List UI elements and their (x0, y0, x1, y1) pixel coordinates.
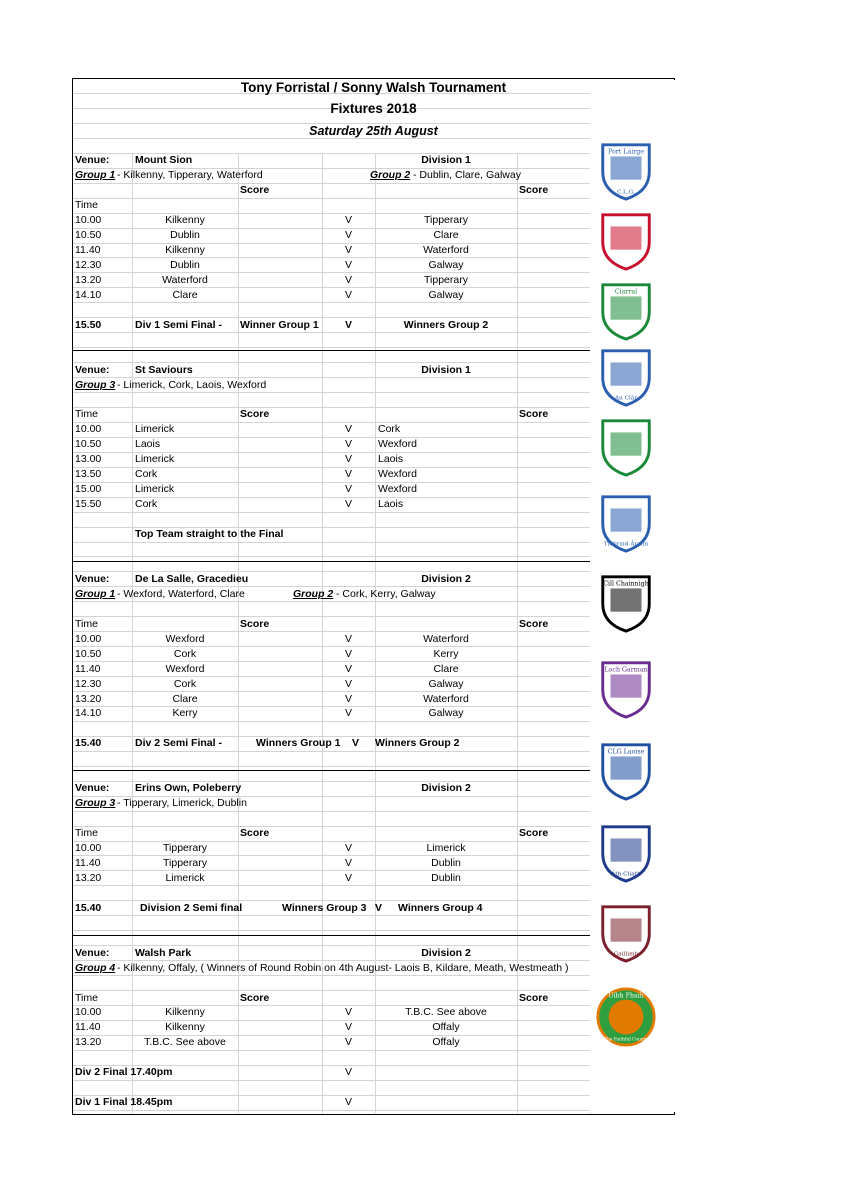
fixture-home-team: Cork (135, 468, 158, 481)
laois-crest (595, 738, 657, 802)
crest-caption: The Faithful County (604, 1037, 648, 1043)
score-header: Score (519, 827, 549, 840)
fixture-away-team: Waterford (423, 632, 469, 645)
venue-name: Walsh Park (135, 946, 192, 959)
fixture-versus: V (344, 842, 352, 854)
venue-name: St Saviours (135, 363, 193, 376)
time-header: Time (75, 991, 98, 1004)
fixture-home-team: Cork (135, 498, 158, 511)
venue-name: Erins Own, Poleberry (135, 782, 242, 795)
division-label: Division 1 (421, 154, 471, 167)
fixture-home-team: Limerick (135, 453, 175, 466)
group-name: Group 1 (75, 169, 116, 182)
group-name: Group 1 (75, 587, 116, 600)
semi-final-home: Winners Group 1 (256, 737, 341, 750)
fixture-away-team: Galway (428, 677, 464, 690)
crest-caption: Tiobraid Árann (603, 541, 649, 548)
fixture-versus: V (344, 692, 352, 705)
semi-final-home: Winners Group 3 (282, 901, 367, 914)
fixture-away-team: Kerry (433, 647, 459, 660)
fixture-time: 15.00 (75, 483, 102, 496)
fixture-away-team: Galway (428, 707, 464, 720)
venue-name: Mount Sion (135, 154, 193, 167)
fixture-time: 10.00 (75, 214, 102, 227)
fixture-versus: V (344, 468, 352, 481)
fixture-versus: V (344, 244, 352, 256)
fixture-time: 10.00 (75, 423, 102, 436)
time-header: Time (75, 827, 98, 840)
fixture-home-team: Waterford (162, 273, 208, 286)
final-versus: V (344, 1066, 352, 1079)
fixture-away-team: Tipperary (424, 273, 468, 286)
crest-caption: Áth Cliath (611, 871, 641, 878)
semi-final-away: Winners Group 2 (403, 318, 489, 331)
fixture-home-team: Cork (173, 677, 197, 690)
page-date: Saturday 25th August (309, 124, 438, 138)
venue-label: Venue: (75, 154, 110, 167)
fixture-home-team: Kilkenny (165, 1006, 205, 1019)
fixture-away-team: Wexford (378, 438, 417, 451)
venue-label: Venue: (75, 363, 110, 376)
fixture-home-team: Dublin (170, 229, 200, 242)
fixture-time: 13.20 (75, 692, 102, 705)
page-title: Tony Forristal / Sonny Walsh Tournament (240, 80, 507, 95)
fixture-away-team: Waterford (423, 244, 469, 256)
fixture-versus: V (344, 1021, 352, 1034)
group-name: Group 4 (75, 961, 116, 974)
final-label: Div 1 Final 18.45pm (75, 1096, 173, 1109)
fixture-home-team: T.B.C. See above (144, 1036, 226, 1049)
fixture-away-team: Galway (428, 258, 464, 271)
fixture-versus: V (344, 632, 352, 645)
crest-text: Ciarraí (614, 288, 638, 296)
kerry-crest (595, 278, 657, 342)
fixture-time: 13.20 (75, 273, 102, 286)
division-label: Division 1 (421, 363, 471, 376)
semi-final-versus: V (375, 901, 383, 914)
fixture-away-team: Dublin (431, 871, 461, 884)
fixture-home-team: Clare (172, 692, 198, 705)
fixture-versus: V (344, 453, 352, 466)
fixture-away-team: Waterford (423, 692, 469, 705)
fixture-away-team: Limerick (426, 842, 466, 854)
fixture-away-team: T.B.C. See above (405, 1006, 487, 1019)
fixture-home-team: Kerry (172, 707, 198, 720)
group-teams: - Dublin, Clare, Galway (413, 169, 521, 182)
division-label: Division 2 (421, 782, 471, 795)
fixture-time: 10.00 (75, 632, 102, 645)
fixture-away-team: Wexford (378, 483, 417, 496)
fixture-versus: V (344, 423, 352, 436)
final-versus: V (344, 1096, 352, 1109)
fixture-time: 10.00 (75, 842, 102, 854)
fixture-time: 14.10 (75, 288, 102, 301)
fixture-away-team: Wexford (378, 468, 417, 481)
final-label: Div 2 Final 17.40pm (75, 1066, 173, 1079)
fixture-home-team: Tipperary (163, 842, 207, 854)
group-name: Group 3 (75, 797, 116, 810)
fixture-time: 11.40 (75, 856, 101, 869)
time-header: Time (75, 199, 98, 212)
fixture-versus: V (344, 258, 352, 271)
semi-final-time: 15.50 (75, 318, 102, 331)
fixture-versus: V (344, 677, 352, 690)
fixture-time: 11.40 (75, 244, 101, 256)
fixture-time: 10.50 (75, 647, 102, 660)
semi-final-label: Div 2 Semi Final - (135, 737, 222, 750)
fixture-time: 11.40 (75, 1021, 101, 1034)
division-label: Division 2 (421, 572, 471, 585)
fixture-away-team: Tipperary (424, 214, 468, 227)
time-header: Time (75, 408, 98, 421)
fixture-versus: V (344, 288, 352, 301)
fixture-away-team: Laois (378, 453, 404, 466)
semi-final-versus: V (352, 737, 360, 750)
fixture-versus: V (344, 214, 352, 227)
fixture-away-team: Offaly (432, 1036, 460, 1049)
fixture-home-team: Wexford (165, 662, 205, 675)
fixture-versus: V (344, 229, 352, 242)
section-note: Top Team straight to the Final (135, 528, 284, 541)
score-header: Score (519, 991, 549, 1004)
tipperary-crest (595, 490, 657, 554)
wexford-crest (595, 656, 657, 720)
fixture-home-team: Limerick (135, 423, 175, 436)
semi-final-versus: V (344, 318, 352, 331)
score-header: Score (240, 184, 270, 197)
fixture-time: 11.40 (75, 662, 101, 675)
group-teams: - Tipperary, Limerick, Dublin (117, 797, 247, 810)
clare-crest (595, 344, 657, 408)
group-name: Group 2 (293, 587, 334, 600)
crest-caption: C.L.G. (616, 189, 636, 196)
semi-final-time: 15.40 (75, 737, 102, 750)
fixture-home-team: Cork (173, 647, 197, 660)
fixture-away-team: Laois (378, 498, 404, 511)
fixture-home-team: Dublin (170, 258, 200, 271)
venue-label: Venue: (75, 946, 110, 959)
score-header: Score (519, 617, 549, 630)
group-teams: - Kilkenny, Offaly, ( Winners of Round Robin on 4th August- Laois B, Kildare, Meath, Westmeath ) (117, 961, 569, 974)
group-teams: - Limerick, Cork, Laois, Wexford (117, 378, 267, 391)
kilkenny-crest (595, 570, 657, 634)
fixture-versus: V (344, 438, 352, 451)
semi-final-label: Division 2 Semi final (140, 901, 243, 914)
fixture-away-team: Clare (433, 662, 459, 675)
fixture-versus: V (344, 662, 352, 675)
group-name: Group 2 (370, 169, 411, 182)
fixture-home-team: Laois (135, 438, 161, 451)
crest-caption: Gaillimh (613, 951, 639, 958)
fixture-time: 13.20 (75, 871, 102, 884)
semi-final-away: Winners Group 4 (398, 901, 483, 914)
fixture-away-team: Clare (433, 229, 459, 242)
crest-text: CLG Laoise (607, 748, 645, 756)
fixture-time: 15.50 (75, 498, 102, 511)
fixture-versus: V (344, 273, 352, 286)
fixture-home-team: Clare (172, 288, 198, 301)
fixture-away-team: Galway (428, 288, 464, 301)
fixture-home-team: Tipperary (163, 856, 207, 869)
score-header: Score (240, 827, 270, 840)
score-header: Score (519, 184, 549, 197)
fixture-away-team: Dublin (431, 856, 461, 869)
crest-text: Uíbh Fhailí (608, 992, 644, 1000)
fixture-versus: V (344, 1036, 352, 1049)
group-teams: - Cork, Kerry, Galway (336, 587, 436, 600)
galway-crest (595, 900, 657, 964)
fixture-time: 10.00 (75, 1006, 102, 1019)
fixture-home-team: Kilkenny (165, 214, 205, 227)
crest-text: Port Láirge (608, 148, 644, 156)
fixture-versus: V (344, 647, 352, 660)
fixture-home-team: Wexford (165, 632, 205, 645)
fixture-time: 14.10 (75, 707, 102, 720)
fixture-versus: V (344, 1006, 352, 1019)
fixture-versus: V (344, 856, 352, 869)
fixture-time: 13.20 (75, 1036, 102, 1049)
time-header: Time (75, 617, 98, 630)
fixture-away-team: Offaly (432, 1021, 460, 1034)
cork-crest (595, 208, 657, 272)
semi-final-label: Div 1 Semi Final - (135, 318, 222, 331)
fixture-home-team: Limerick (165, 871, 205, 884)
group-name: Group 3 (75, 378, 116, 391)
score-header: Score (240, 991, 270, 1004)
fixture-versus: V (344, 498, 352, 511)
semi-final-time: 15.40 (75, 901, 102, 914)
division-label: Division 2 (421, 946, 471, 959)
venue-name: De La Salle, Gracedieu (135, 572, 249, 585)
fixture-time: 10.50 (75, 229, 102, 242)
fixture-time: 13.50 (75, 468, 102, 481)
group-teams: - Wexford, Waterford, Clare (117, 587, 245, 600)
fixture-home-team: Limerick (135, 483, 175, 496)
fixture-versus: V (344, 483, 352, 496)
fixture-versus: V (344, 871, 352, 884)
page-subtitle: Fixtures 2018 (330, 101, 417, 116)
score-header: Score (240, 408, 270, 421)
fixture-time: 13.00 (75, 453, 102, 466)
fixture-time: 12.30 (75, 677, 102, 690)
fixture-versus: V (344, 707, 352, 720)
semi-final-away: Winners Group 2 (375, 737, 460, 750)
dublin-crest (595, 820, 657, 884)
score-header: Score (240, 617, 270, 630)
crest-text: Cill Chainnigh (603, 580, 649, 588)
venue-label: Venue: (75, 782, 110, 795)
group-teams: - Kilkenny, Tipperary, Waterford (117, 169, 263, 182)
offaly-crest (595, 985, 657, 1049)
fixture-home-team: Kilkenny (165, 1021, 205, 1034)
fixture-home-team: Kilkenny (165, 244, 205, 256)
limerick-crest (595, 414, 657, 478)
fixture-away-team: Cork (378, 423, 401, 436)
semi-final-home: Winner Group 1 (240, 318, 319, 331)
crest-text: Loch Garman (604, 666, 648, 674)
fixture-time: 12.30 (75, 258, 102, 271)
fixture-time: 10.50 (75, 438, 102, 451)
crest-caption: An Clár (614, 395, 638, 402)
score-header: Score (519, 408, 549, 421)
waterford-crest (595, 138, 657, 202)
venue-label: Venue: (75, 572, 110, 585)
